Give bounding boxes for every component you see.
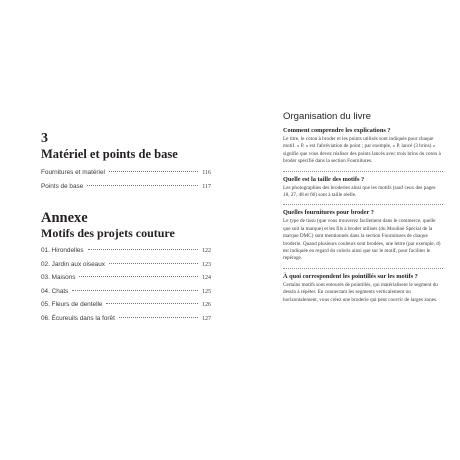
qa-question: Comment comprendre les explications ? — [283, 127, 391, 134]
toc-entry[interactable] — [41, 312, 211, 326]
qa-answer: Certains motifs sont entourés de pointillés, qui matérialisent le segment du dessin à répéter. En connectant les segments verticalement ou horizontalement, vous créez une broderie qui peut couvrir de larges zones. — [283, 281, 438, 303]
section-title: Matériel et points de base — [41, 147, 178, 161]
qa-question: Quelle est la taille des motifs ? — [283, 175, 365, 183]
toc-entry-label: 01. Hirondelles — [41, 247, 84, 254]
dot-leader — [72, 290, 198, 291]
dot-leader — [79, 276, 198, 277]
qa-answer: Le type de tissu (que vous trouverez facilement dans le commerce, quelle que soit la marque) et les fils à broder utilisés (du Mouliné Spécial de la marque DMC) sont mentionnés dans la section Fournitures de chaque broderie. Quand plusieurs couleurs sont brodées, une lettre (par exemple, d) est indiquée en regard du coloris ainsi que sur le motif, pour faciliter le repérage. — [283, 218, 441, 262]
toc-entry-page: 124 — [202, 275, 211, 281]
section-toc-list — [41, 166, 211, 193]
toc-entry-label: Fournitures et matériel — [41, 169, 105, 176]
dot-leader — [87, 185, 198, 186]
toc-entry-label: Points de base — [41, 182, 84, 190]
qa-answer: Le titre, le coton à broder et les points utilisés sont indiqués pour chaque motif. « P. » est l'abréviation de point ; par exemple, « P. lancé (3 brins) » signifie que vous devez réaliser des points lancés avec trois brins du coton à broder spécifié dans la section Fournitures. — [283, 136, 441, 165]
qa-block — [283, 209, 443, 262]
toc-entry[interactable] — [41, 258, 211, 272]
dotted-divider — [283, 268, 443, 269]
organisation-page — [283, 111, 443, 309]
toc-entry-label: 04. Chats — [41, 287, 69, 295]
qa-block — [283, 176, 443, 200]
toc-entry-page: 117 — [202, 183, 211, 190]
qa-answer: Les photographies des broderies ainsi que les motifs (sauf ceux des pages 18, 27, 48 et 66) sont à taille réelle. — [283, 184, 436, 199]
toc-entry-page: 127 — [202, 315, 211, 322]
toc-entry[interactable] — [41, 166, 211, 180]
toc-entry-page: 123 — [202, 261, 211, 268]
annexe-block — [41, 211, 211, 325]
dot-leader — [109, 263, 198, 264]
toc-entry[interactable] — [41, 298, 211, 312]
toc-entry[interactable] — [41, 180, 211, 194]
page-title: Organisation du livre — [283, 111, 371, 122]
dot-leader — [106, 303, 198, 304]
toc-entry-label: 05. Fleurs de dentelle — [41, 301, 103, 308]
qa-block — [283, 273, 443, 304]
toc-entry[interactable] — [41, 244, 211, 258]
annexe-title: Annexe — [41, 210, 88, 226]
dot-leader — [119, 317, 198, 318]
toc-entry[interactable] — [41, 285, 211, 299]
toc-entry-page: 122 — [202, 248, 211, 254]
annexe-subtitle: Motifs des projets couture — [41, 226, 175, 240]
dot-leader — [88, 249, 198, 250]
section-number: 3 — [41, 131, 48, 146]
dotted-divider — [283, 204, 443, 205]
toc-entry-label: 03. Maisons — [41, 274, 76, 281]
dot-leader — [109, 171, 198, 172]
toc-entry-page: 116 — [202, 170, 211, 176]
annexe-toc-list — [41, 244, 211, 325]
section-3-block — [41, 132, 211, 193]
toc-entry-page: 125 — [202, 288, 211, 295]
qa-block — [283, 127, 443, 166]
toc-entry-label: 06. Écureuils dans la forêt — [41, 314, 115, 322]
toc-entry-page: 126 — [202, 302, 211, 308]
toc-entry[interactable] — [41, 271, 211, 285]
qa-question: À quoi correspondent les pointillés sur les motifs ? — [283, 272, 418, 280]
toc-entry-label: 02. Jardin aux oiseaux — [41, 260, 105, 268]
dotted-divider — [283, 171, 443, 172]
table-of-contents — [41, 132, 211, 325]
qa-question: Quelles fournitures pour broder ? — [283, 209, 374, 217]
